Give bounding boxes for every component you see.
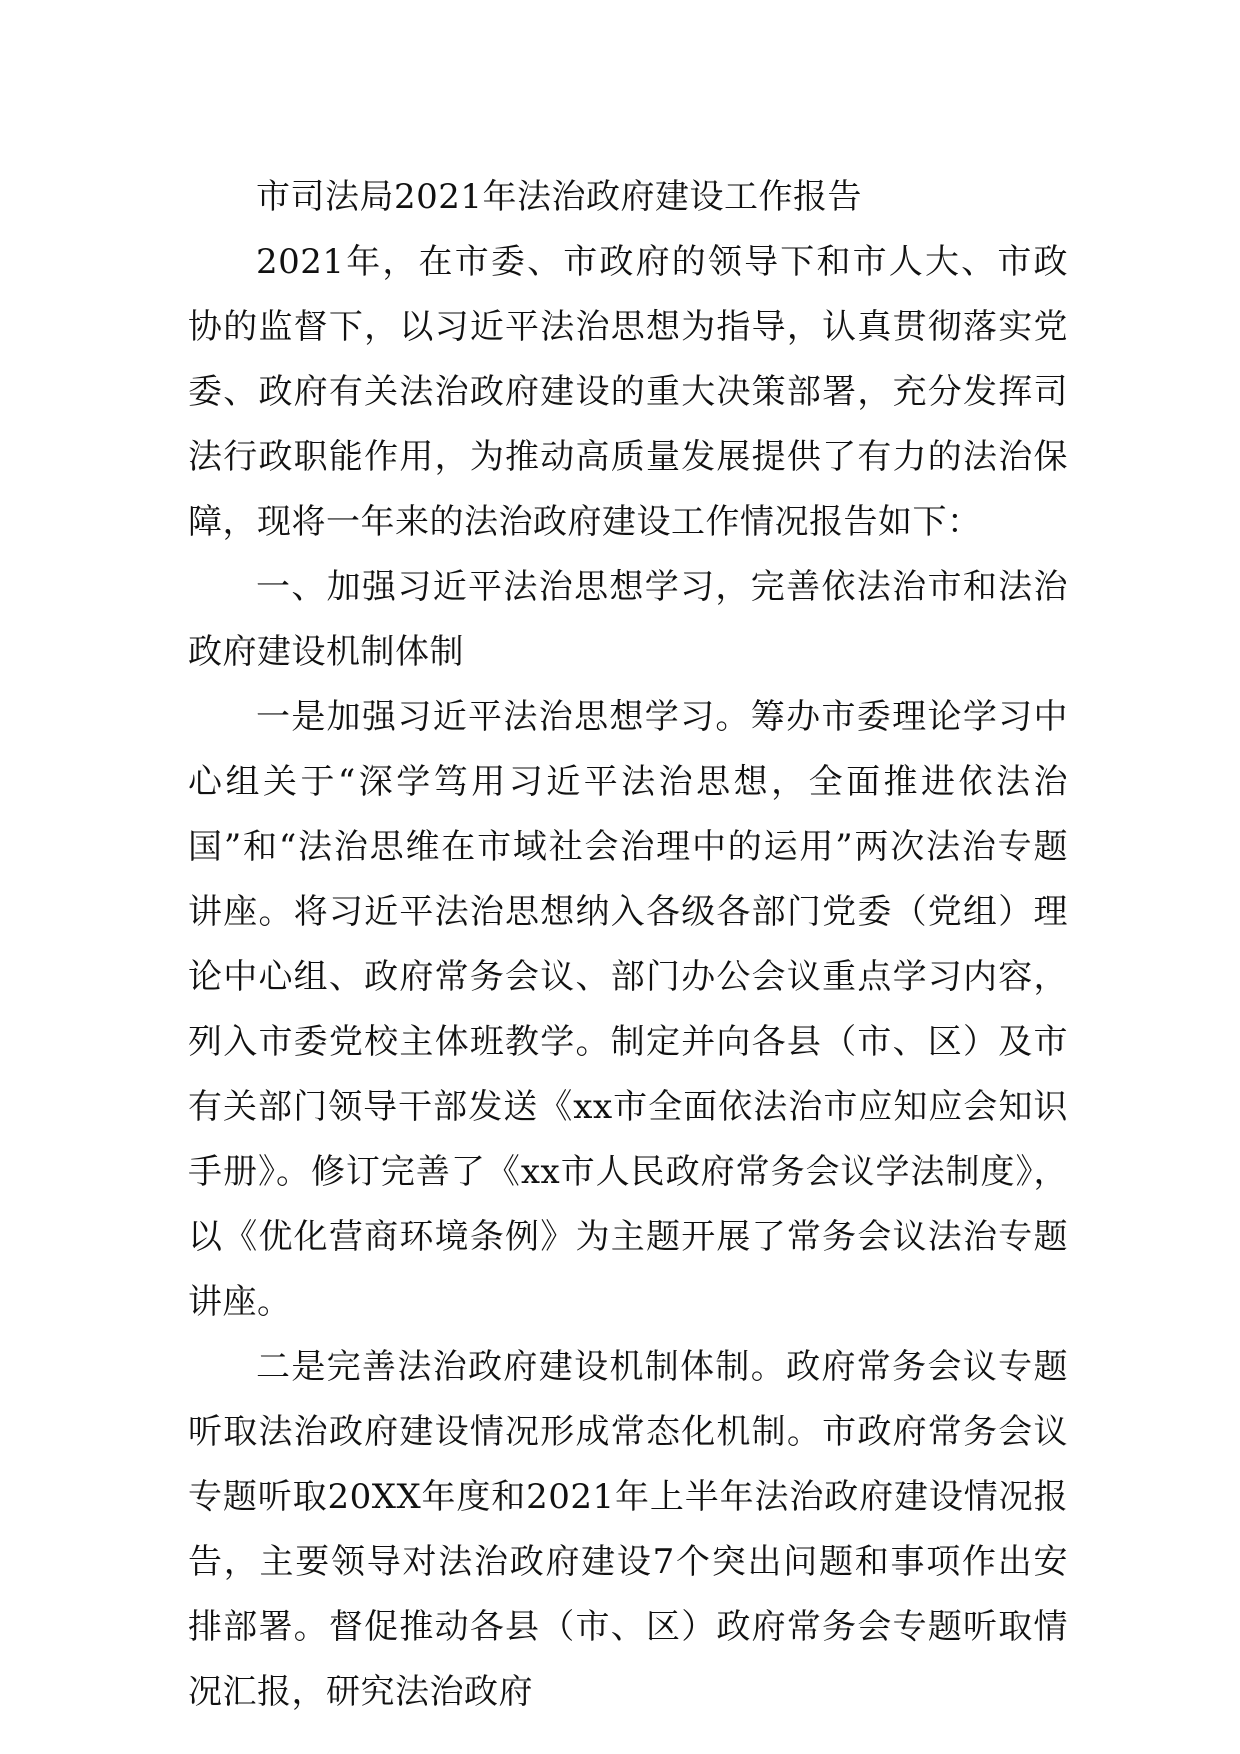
paragraph-intro: 2021年，在市委、市政府的领导下和市人大、市政协的监督下，以习近平法治思想为指导，认真贯彻落实党委、政府有关法治政府建设的重大决策部署，充分发挥司法行政职能作用，为推动高质量发展提供了有力的法治保障，现将一年来的法治政府建设工作情况报告如下： xyxy=(188,242,1068,542)
document-title: 市司法局2021年法治政府建设工作报告 xyxy=(256,177,863,217)
paragraph-mechanism: 二是完善法治政府建设机制体制。政府常务会议专题听取法治政府建设情况形成常态化机制。市政府常务会议专题听取20XX年度和2021年上半年法治政府建设情况报告，主要领导对法治政府建设7个突出问题和事项作出安排部署。督促推动各县（市、区）政府常务会专题听取情况汇报，研究法治政府 xyxy=(188,1347,1068,1712)
document-body xyxy=(188,165,1068,1725)
section-heading-1: 一、加强习近平法治思想学习，完善依法治市和法治政府建设机制体制 xyxy=(188,567,1068,672)
paragraph-study: 一是加强习近平法治思想学习。筹办市委理论学习中心组关于“深学笃用习近平法治思想，全面推进依法治国”和“法治思维在市域社会治理中的运用”两次法治专题讲座。将习近平法治思想纳入各级各部门党委（党组）理论中心组、政府常务会议、部门办公会议重点学习内容，列入市委党校主体班教学。制定并向各县（市、区）及市有关部门领导干部发送《xx市全面依法治市应知应会知识手册》。修订完善了《xx市人民政府常务会议学法制度》，以《优化营商环境条例》为主题开展了常务会议法治专题讲座。 xyxy=(188,697,1068,1322)
